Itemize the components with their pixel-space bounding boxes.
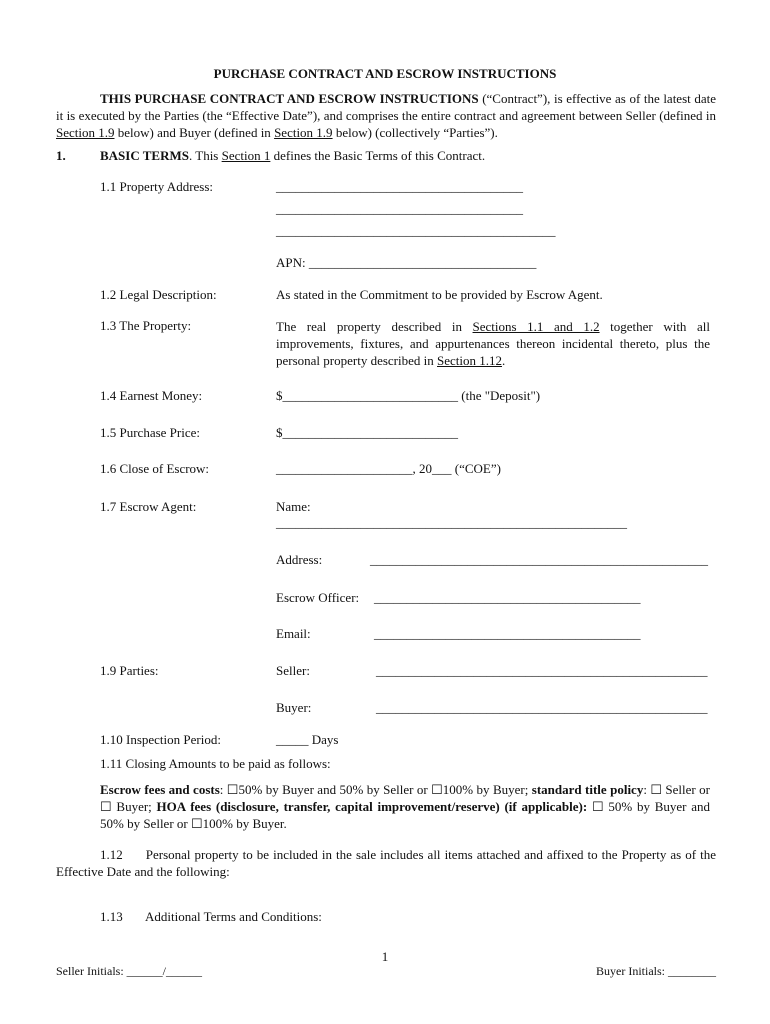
escrow-email-label: Email: [276,626,311,641]
purchase-price-label: 1.5 Purchase Price: [100,425,201,440]
seller-initials[interactable]: Seller Initials: ______/______ [56,964,202,978]
property-address-line-2[interactable]: ______________________________________ [276,201,523,216]
seller-label: Seller: [276,663,310,678]
close-of-escrow-field[interactable]: _____________________, 20___ (“COE”) [276,461,501,476]
hoa-fees-options[interactable]: ☐ 50% by Buyer and 50% by Seller or ☐100% by Buyer. [100,799,710,831]
the-property-text-2: together with all improvements, fixtures, and appurtenances thereon incidental thereto, plus the personal property described in [276,319,710,368]
property-address-label: 1.1 Property Address: [100,179,214,194]
section-1-number: 1. [56,148,66,163]
earnest-money-field[interactable]: $___________________________ (the "Deposit") [276,388,541,403]
escrow-agent-label: 1.7 Escrow Agent: [100,499,197,514]
section-1-title: BASIC TERMS [100,148,189,163]
escrow-officer-label: Escrow Officer: [276,590,360,605]
intro-section-ref-2: Section 1.9 [274,125,333,140]
the-property-label: 1.3 The Property: [100,318,192,333]
section-1-text-b: defines the Basic Terms of this Contract. [270,148,486,163]
additional-terms-number: 1.13 [100,909,123,924]
buyer-line[interactable]: ___________________________________________________ [376,700,708,715]
intro-text-1: (“Contract”), is effective as of the latest date it is executed by the Parties (the “Effective Date”), and comprises the entire contract and agreement between Seller (defined in [56,91,716,123]
apn-label: APN: [276,255,309,270]
personal-property-text: Personal property to be included in the sale includes all items attached and affixed to the Property as of the Effective Date and the following: [56,847,716,879]
earnest-money-label: 1.4 Earnest Money: [100,388,203,403]
personal-property-paragraph [56,846,716,880]
intro-section-ref-1: Section 1.9 [56,125,115,140]
inspection-period-field[interactable]: _____ Days [276,732,339,747]
section-1-ref: Section 1 [221,148,271,163]
section-1-text-a: . This [188,148,222,163]
escrow-fees-options[interactable]: : ☐50% by Buyer and 50% by Seller or ☐100% by Buyer; [219,782,532,797]
the-property-section-ref: Sections 1.1 and 1.2 [472,319,600,334]
additional-terms-text: Additional Terms and Conditions: [145,909,322,924]
escrow-email-line[interactable]: _________________________________________ [374,626,641,641]
closing-amounts-terms [100,781,710,832]
intro-text-2: below) and Buyer (defined in [114,125,275,140]
section-1-heading [100,148,485,164]
the-property-text-1: The real property described in [276,319,473,334]
page-number: 1 [381,949,389,964]
personal-property-number: 1.12 [100,847,123,862]
legal-description-label: 1.2 Legal Description: [100,287,217,302]
buyer-initials[interactable]: Buyer Initials: ________ [596,964,716,978]
purchase-price-field[interactable]: $___________________________ [276,425,458,440]
property-address-line-3[interactable]: ___________________________________________ [276,223,556,238]
escrow-agent-address-line[interactable]: ____________________________________________________ [370,552,708,567]
apn-line[interactable]: ___________________________________ [308,255,537,270]
closing-amounts-label: 1.11 Closing Amounts to be paid as follows: [100,756,331,771]
escrow-agent-address-label: Address: [276,552,323,567]
seller-line[interactable]: ___________________________________________________ [376,663,708,678]
legal-description-value: As stated in the Commitment to be provided by Escrow Agent. [276,287,603,302]
intro-paragraph [56,90,716,141]
title-policy-heading: standard title policy [531,782,644,797]
the-property-description [276,318,710,369]
inspection-period-label: 1.10 Inspection Period: [100,732,221,747]
apn-field [276,255,536,271]
buyer-label: Buyer: [276,700,312,715]
the-property-text-3: . [502,353,506,368]
escrow-agent-name-label: Name: [276,499,311,514]
document-title: PURCHASE CONTRACT AND ESCROW INSTRUCTIONS [213,66,557,81]
intro-text-3: below) (collectively “Parties”). [332,125,498,140]
title-policy-options[interactable]: : ☐ Seller or ☐ Buyer; [100,782,710,814]
parties-label: 1.9 Parties: [100,663,159,678]
the-property-section-ref-2: Section 1.12 [437,353,503,368]
intro-lead: THIS PURCHASE CONTRACT AND ESCROW INSTRUCTIONS [100,91,479,106]
escrow-fees-heading: Escrow fees and costs [100,782,220,797]
escrow-officer-line[interactable]: _________________________________________ [374,590,641,605]
property-address-line-1[interactable]: ______________________________________ [276,179,523,194]
escrow-agent-name-line[interactable]: ______________________________________________________ [276,515,627,530]
hoa-fees-heading: HOA fees (disclosure, transfer, capital improvement/reserve) (if applicable): [156,799,588,814]
close-of-escrow-label: 1.6 Close of Escrow: [100,461,210,476]
